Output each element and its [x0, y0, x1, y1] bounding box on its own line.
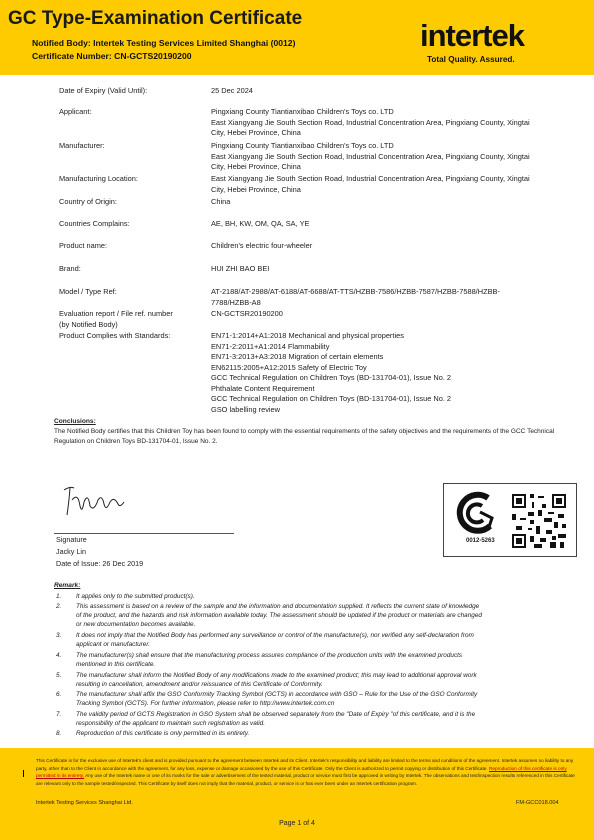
remark-number: 3.	[56, 632, 62, 639]
remark-text	[76, 631, 584, 649]
field-label: Countries Complains:	[59, 219, 130, 228]
remark-line: It applies only to the submitted product(s).	[76, 593, 195, 600]
remark-line: resulting in cancellation, amendment and/or reissuance of this Certificate of Conformity.	[76, 681, 323, 688]
remark-line: This assessment is based on a review of the sample and the information and documentation supplied. It reflects the current state of knowledge	[76, 603, 480, 610]
standard-line: EN71-3:2013+A3:2018 Migration of certain elements	[211, 352, 384, 361]
value-line: Children's electric four-wheeler	[211, 241, 313, 250]
page-number: Page 1 of 4	[279, 820, 315, 827]
footer-company: Intertek Testing Services Shanghai Ltd.	[36, 800, 133, 806]
value-line: City, Hebei Province, China	[211, 162, 301, 171]
remark-line: The manufacturer shall affix the GSO Conformity Tracking Symbol (GCTS) in accordance with GSO – Rule for the Use of the GSO Conformity	[76, 691, 478, 698]
field-label: Manufacturing Location:	[59, 174, 138, 183]
value-line: East Xiangyang Jie South Section Road, Industrial Concentration Area, Pingxiang County, Xingtai	[211, 174, 530, 183]
value-line: 25 Dec 2024	[211, 86, 253, 95]
value-line: City, Hebei Province, China	[211, 184, 301, 194]
remark-line: mentioned in this certificate.	[76, 661, 156, 668]
qr-code-icon	[510, 492, 568, 550]
remark-line: of the product, and the hazards and risk information available today. The assessment should be updated if the product or materials are changed	[76, 612, 482, 619]
remark-line: responsibility of the applicant to maintain such registration as valid.	[76, 720, 265, 727]
remark-text	[76, 651, 584, 669]
value-line: Pingxiang County Tiantianxibao Children's Toys co. LTD	[211, 107, 394, 116]
value-line: AT-2188/AT-2988/AT-6188/AT-6688/AT-TTS/HZBB-7586/HZBB-7587/HZBB-7588/HZBB-	[211, 287, 500, 296]
value-line: AE, BH, KW, OM, QA, SA, YE	[211, 219, 310, 228]
remark-number: 2.	[56, 603, 62, 610]
logo-tagline: Total Quality. Assured.	[427, 55, 515, 64]
remark-text	[76, 710, 584, 728]
field-label: Manufacturer:	[59, 141, 105, 150]
gcts-symbol-icon	[452, 490, 500, 536]
field-label: Applicant:	[59, 107, 92, 116]
standard-line: Phthalate Content Requirement	[211, 383, 315, 393]
remark-text	[76, 592, 584, 601]
document-title: GC Type-Examination Certificate	[8, 8, 303, 29]
value-line: East Xiangyang Jie South Section Road, Industrial Concentration Area, Pingxiang County, Xingtai	[211, 151, 530, 161]
signature-line	[54, 533, 234, 534]
field-value	[211, 309, 571, 320]
remark-line: or new documentation becomes available.	[76, 621, 196, 628]
disclaimer-part: This Certificate is for the exclusive use of Intertek's client and is provided pursuant to the agreement between Intertek and its Client. Intertek's responsibility and liability are limited to the terms and conditions of the agreement. Intertek assumes no liability to any party, other than to the Client in accordance with the agreement, for any loss, expense or damage occasioned by the use of this Certificate. Only the Client is authorized to permit copying or distribution of this Certificate.	[36, 758, 574, 771]
value-line: City, Hebei Province, China	[211, 128, 301, 137]
remark-line: It does not imply that the Notified Body has performed any surveillance or control of the manufacture(s), nor verified any self-declaration from	[76, 632, 474, 639]
margin-mark	[23, 770, 24, 777]
field-label	[59, 309, 207, 330]
standard-line: GCC Technical Regulation on Children Toys (BD-131704-01), Issue No. 2	[211, 373, 452, 382]
date-of-issue: Date of Issue: 26 Dec 2019	[56, 559, 144, 568]
remark-text	[76, 729, 584, 738]
standard-line: GSO labelling review	[211, 404, 281, 414]
remark-text	[76, 690, 584, 708]
field-value	[211, 107, 571, 139]
field-label: Model / Type Ref:	[59, 287, 117, 296]
remark-text	[76, 671, 584, 689]
value-line: East Xiangyang Jie South Section Road, Industrial Concentration Area, Pingxiang County, Xingtai	[211, 117, 530, 127]
remark-line: The manufacturer(s) shall ensure that the manufacturing process assures compliance of the production units with the examined products	[76, 652, 463, 659]
remark-number: 1.	[56, 593, 62, 600]
conclusions-text: The Notified Body certifies that this Children Toy has been found to comply with the essential requirements of the safety objectives and the requirements of the GCC Technical Regulation on Children Toys BD-131704-01, Issue No. 2.	[54, 428, 555, 445]
notified-body: Notified Body: Intertek Testing Services Limited Shanghai (0012)	[32, 38, 296, 48]
signatory-name: Jacky Lin	[56, 547, 86, 556]
value-line: 7788/HZBB-A8	[211, 297, 261, 307]
value-line: HUI ZHI BAO BEI	[211, 264, 270, 273]
field-label: Country of Origin:	[59, 197, 117, 206]
signature-label: Signature	[56, 535, 87, 544]
standard-line: EN62115:2005+A12:2015 Safety of Electric Toy	[211, 362, 367, 372]
value-line: CN-GCTSR20190200	[211, 309, 283, 318]
label-line: Evaluation report / File ref. number	[59, 309, 173, 318]
field-value	[211, 197, 571, 208]
remark-number: 6.	[56, 691, 62, 698]
field-value	[211, 174, 571, 195]
disclaimer-part: Any use of the Intertek name or one of its marks for the sale or advertisement of the tested material, product or service must first be approved in writing by Intertek. The observations and test/inspection results referenced in this Certificate are relevant only to the sample tested/inspected. This Certificate by itself does not imply that the material, product, or service is or has ever been under an Intertek certification program.	[36, 773, 575, 786]
field-label: Product Complies with Standards:	[59, 331, 171, 340]
field-value	[211, 219, 571, 230]
conclusions-heading: Conclusions:	[54, 418, 96, 425]
field-label: Product name:	[59, 241, 108, 250]
remark-line: The manufacturer shall inform the Notified Body of any modifications made to the examined product; this may lead to additional approval work	[76, 672, 477, 679]
footer-form-code: FM-GCC018.004	[516, 800, 559, 806]
remark-line: The validity period of GCTS Registration in GSO System shall be observed separately from the "Date of Expiry "of this certificate, and it is the	[76, 711, 476, 718]
certificate-number: Certificate Number: CN-GCTS20190200	[32, 51, 192, 61]
remark-line: Tracking Symbol (GCTS). For further information, please refer to http://www.intertek.com.cn	[76, 700, 335, 707]
remark-line: applicant or manufacturer.	[76, 641, 151, 648]
field-value	[211, 86, 571, 97]
field-value	[211, 141, 571, 173]
standard-line: EN71-1:2014+A1:2018 Mechanical and physical properties	[211, 331, 404, 340]
disclaimer-highlight: Reproduction of this certificate is only permitted in its entirety.	[36, 765, 567, 779]
field-label: Brand:	[59, 264, 81, 273]
remark-number: 7.	[56, 711, 62, 718]
intertek-logo: intertek	[420, 18, 524, 53]
gcts-code: 0012-5263	[466, 538, 495, 544]
field-value	[211, 241, 571, 252]
remark-text	[76, 602, 584, 629]
field-value	[211, 264, 571, 275]
value-line: China	[211, 197, 231, 206]
field-label: Date of Expiry (Valid Until):	[59, 86, 148, 95]
field-value	[211, 287, 571, 308]
remark-number: 8.	[56, 730, 62, 737]
remarks-heading: Remark:	[54, 582, 81, 589]
remark-number: 4.	[56, 652, 62, 659]
standard-line: EN71-2:2011+A1:2014 Flammability	[211, 341, 330, 351]
disclaimer-text	[36, 757, 576, 787]
remark-line: Reproduction of this certificate is only permitted in its entirety.	[76, 730, 250, 737]
standard-line: GCC Technical Regulation on Children Toys (BD-131704-01), Issue No. 2	[211, 394, 452, 403]
value-line: Pingxiang County Tiantianxibao Children's Toys co. LTD	[211, 141, 394, 150]
standards-list	[211, 331, 571, 415]
remark-number: 5.	[56, 672, 62, 679]
handwritten-signature	[60, 482, 132, 522]
label-line: (by Notified Body)	[59, 319, 118, 329]
